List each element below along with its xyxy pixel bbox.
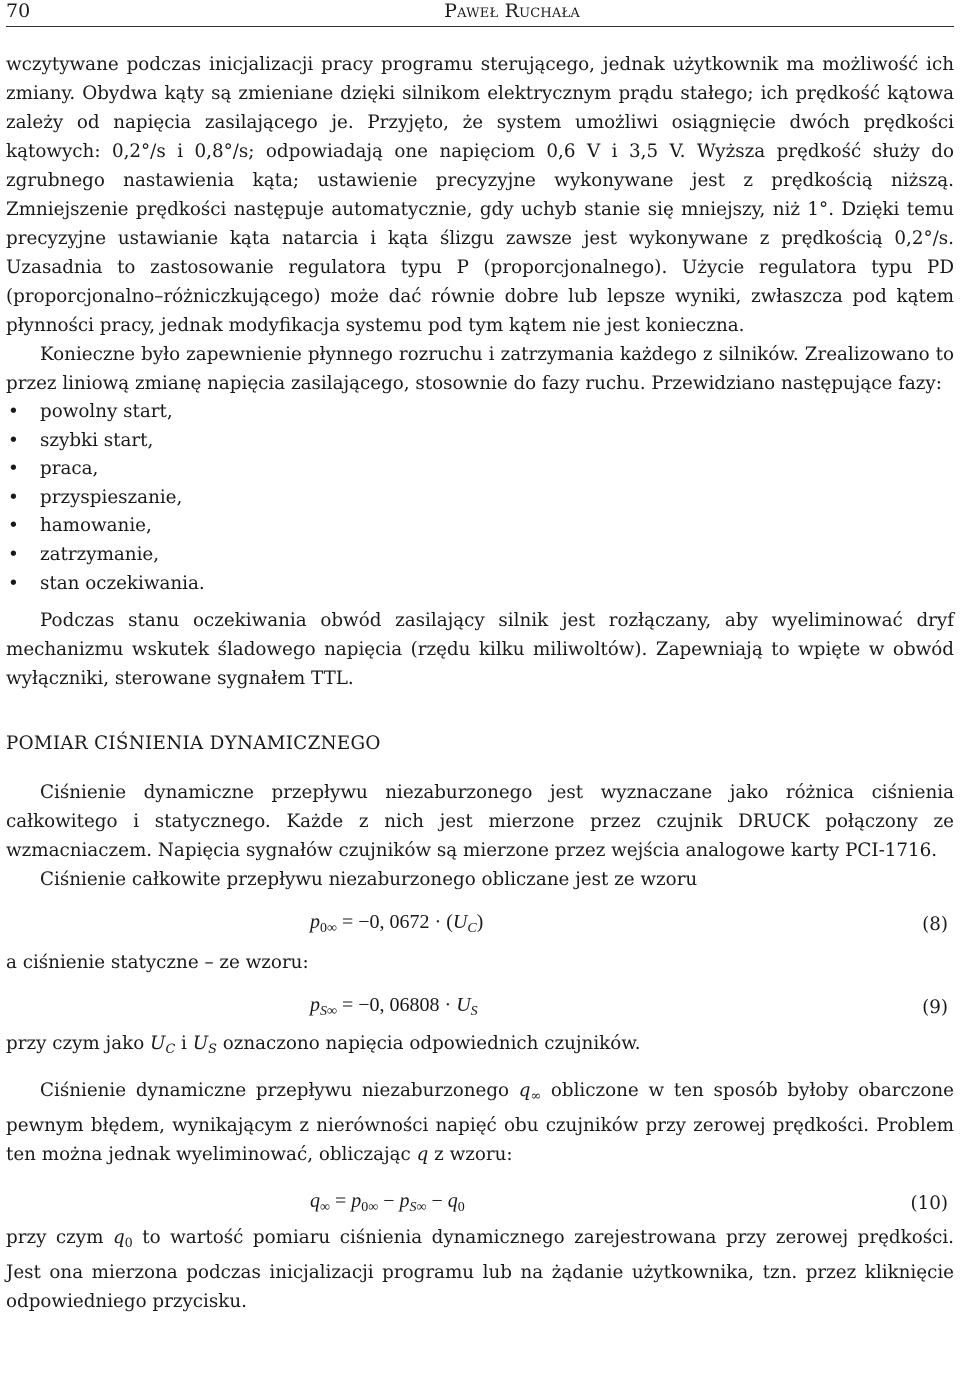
list-item: • hamowanie, [6,512,954,541]
paragraph-5: Ciśnienie całkowite przepływu niezaburzonego obliczane jest ze wzoru [40,869,698,891]
bullet-icon: • [8,543,19,565]
bullet-icon: • [8,486,19,508]
equation-10 [6,1183,954,1219]
body-text [6,50,954,1316]
bullet-icon: • [8,429,19,451]
section-heading: POMIAR CIŚNIENIA DYNAMICZNEGO [6,733,381,755]
paragraph-7: przy czym jako $U_C$ i $U_S$ oznaczono napięcia odpowiednich czujników. [6,1033,641,1058]
equation-9-formula: $p_{S\infty} = -0$, $06808 \cdot U_S$ [310,994,478,1020]
list-item: • zatrzymanie, [6,541,954,570]
paragraph-4: Ciśnienie dynamiczne przepływu niezaburzonego jest wyznaczane jako różnica ciśnienia całkowitego i statycznego. Każde z nich jest mierzone przez czujnik DRUCK połączony ze wzmacniaczem. Napięcia sygnałów czujników są mierzone przez wejścia analogowe karty PCI-1716. [6,782,954,862]
bullet-icon: • [8,401,19,422]
paragraph-9: przy czym $q_0$ to wartość pomiaru ciśnienia dynamicznego zarejestrowana przy zerowej prędkości. Jest ona mierzona podczas inicjalizacji programu lub na żądanie użytkownika, tzn. przez kliknięcie odpowiedniego przycisku. [6,1227,954,1313]
running-head-author: Paweł Ruchała [444,0,580,22]
list-item: • powolny start, [6,398,954,427]
paragraph-1: wczytywane podczas inicjalizacji pracy programu sterującego, jednak użytkownik ma możliwość ich zmiany. Obydwa kąty są zmieniane dzięki silnikom elektrycznym prądu stałego; ich prędkość kątowa zależy od napięcia zasilającego je. Przyjęto, że system umożliwi osiągnięcie dwóch prędkości kątowych: 0,2°/s i 0,8°/s; odpowiadają one napięciom 0,6 V i 3,5 V. Wyższa prędkość służy do zgrubnego nastawienia kąta; ustawienie precyzyjne wykonywane jest z prędkością niższą. Zmniejszenie prędkości następuje automatycznie, gdy uchyb stanie się mniejszy, niż 1°. Dzięki temu precyzyjne ustawianie kąta natarcia i kąta ślizgu zawsze jest wykonywane z prędkością 0,2°/s. Uzasadnia to zastosowanie regulatora typu P (proporcjonalnego). Użycie regulatora typu PD (proporcjonalno–różniczkującego) może dać równie dobre lub lepsze wyniki, zwłaszcza pod kątem płynności pracy, jednak modyfikacja systemu pod tym kątem nie jest konieczna. [6,54,954,336]
paragraph-8: Ciśnienie dynamiczne przepływu niezaburzonego $q_\infty$ obliczone w ten sposób byłoby obarczone pewnym błędem, wynikającym z nierówności napięć obu czujników przy zerowej prędkości. Problem ten można jednak wyeliminować, obliczając q z wzoru: [6,1080,954,1166]
equation-8-formula: $p_{0\infty} = -0$, $0672 \cdot (U_C)$ [310,911,484,937]
bullet-icon: • [8,458,19,480]
equation-number: (10) [910,1193,948,1215]
list-item: • praca, [6,455,954,484]
page-number: 70 [6,0,31,22]
paragraph-6: a ciśnienie statyczne – ze wzoru: [6,952,309,974]
equation-number: (9) [922,997,948,1019]
list-item: • przyspieszanie, [6,484,954,513]
phase-list [6,398,954,598]
equation-9 [6,987,954,1023]
bullet-icon: • [8,515,19,537]
running-head [6,0,954,27]
bullet-icon: • [8,572,19,594]
equation-number: (8) [922,914,948,936]
list-item: • stan oczekiwania. [6,570,954,599]
paragraph-2: Konieczne było zapewnienie płynnego rozruchu i zatrzymania każdego z silników. Zrealizowano to przez liniową zmianę napięcia zasilającego, stosownie do fazy ruchu. Przewidziano następujące fazy: [6,344,954,394]
list-item: • szybki start, [6,427,954,456]
equation-8 [6,904,954,940]
paragraph-3: Podczas stanu oczekiwania obwód zasilający silnik jest rozłączany, aby wyeliminować dryf mechanizmu wskutek śladowego napięcia (rzędu kilku miliwoltów). Zapewniają to wpięte w obwód wyłączniki, sterowane sygnałem TTL. [6,610,954,690]
equation-10-formula: $q_\infty = p_{0\infty} - p_{S\infty} - q_0$ [310,1190,465,1216]
